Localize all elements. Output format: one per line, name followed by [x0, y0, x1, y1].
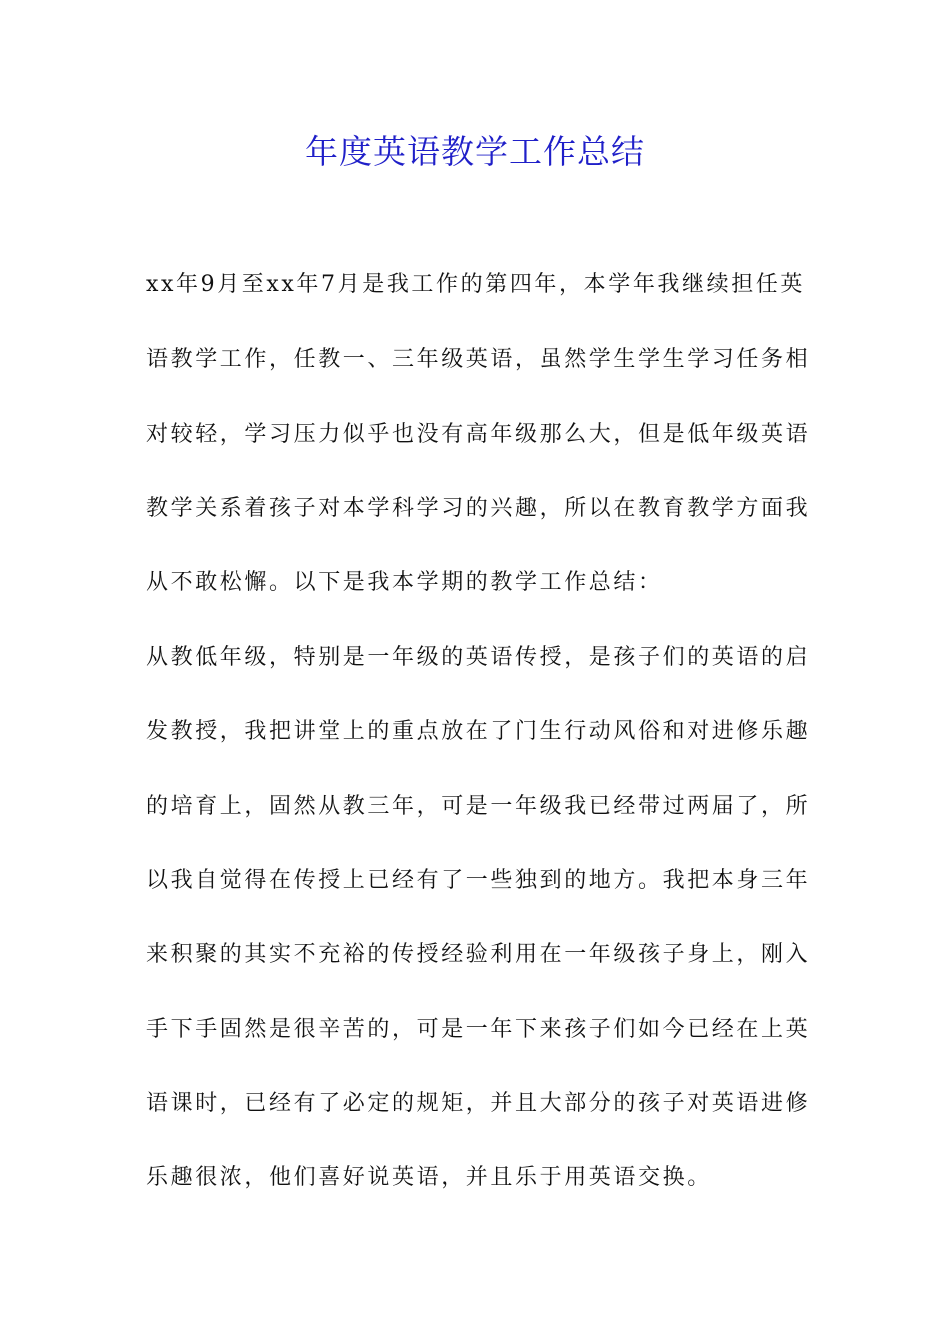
text-line: 语课时，已经有了必定的规矩，并且大部分的孩子对英语进修	[146, 1091, 811, 1116]
text-line: 手下手固然是很辛苦的，可是一年下来孩子们如今已经在上英	[146, 1017, 811, 1042]
text-line: 来积聚的其实不充裕的传授经验利用在一年级孩子身上，刚入	[146, 942, 811, 967]
text-line: 发教授，我把讲堂上的重点放在了门生行动风俗和对进修乐趣	[146, 719, 811, 744]
text-line: 对较轻，学习压力似乎也没有高年级那么大，但是低年级英语	[146, 422, 811, 447]
text-line: 从教低年级，特别是一年级的英语传授，是孩子们的英语的启	[146, 645, 811, 670]
text-line: 从不敢松懈。以下是我本学期的教学工作总结：	[146, 570, 663, 595]
text-line: 教学关系着孩子对本学科学习的兴趣，所以在教育教学方面我	[146, 496, 811, 521]
text-line: xx年9月至xx年7月是我工作的第四年，本学年我继续担任英	[146, 272, 806, 297]
text-line: 乐趣很浓，他们喜好说英语，并且乐于用英语交换。	[146, 1165, 712, 1190]
document-title: 年度英语教学工作总结	[305, 132, 645, 171]
text-line: 的培育上，固然从教三年，可是一年级我已经带过两届了，所	[146, 794, 811, 819]
text-line: 语教学工作，任教一、三年级英语，虽然学生学生学习任务相	[146, 347, 811, 372]
text-line: 以我自觉得在传授上已经有了一些独到的地方。我把本身三年	[146, 868, 811, 893]
